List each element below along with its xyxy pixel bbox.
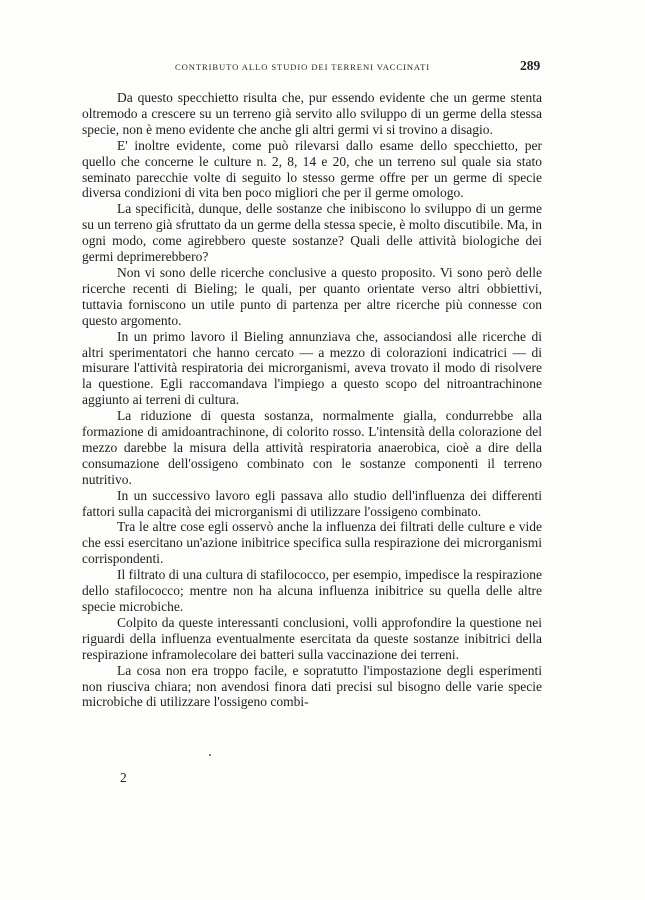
running-head: CONTRIBUTO ALLO STUDIO DEI TERRENI VACCINATI [175, 62, 430, 72]
page-number: 289 [520, 58, 541, 73]
paragraph: Il filtrato di una cultura di stafilococco, per esempio, impedisce la respirazione dello stafilococco; mentre non ha alcuna influenza inibitrice su quella delle altre specie microbiche. [82, 567, 542, 614]
paragraph: E' inoltre evidente, come può rilevarsi dallo esame dello specchietto, per quello che concerne le culture n. 2, 8, 14 e 20, che un terreno sul quale sia stato seminato parecchie volte di seguito lo stesso germe offre per un germe di specie diversa condizioni di vita ben poco migliori che per il germe omologo. [82, 137, 542, 201]
signature-mark: 2 [120, 770, 127, 785]
paragraph: Non vi sono delle ricerche conclusive a questo proposito. Vi sono però delle ricerche recenti di Bieling; le quali, per quanto orientate verso altri obbiettivi, tuttavia forniscono un utile punto di partenza per altre ricerche più connesse con questo argomento. [82, 264, 542, 328]
paragraph: Da questo specchietto risulta che, pur essendo evidente che un germe stenta oltremodo a crescere su un terreno già servito allo sviluppo di un germe della stessa specie, non è meno evidente che anche gli altri germi vi si trovino a disagio. [82, 90, 542, 137]
paragraph: In un successivo lavoro egli passava allo studio dell'influenza dei differenti fattori sulla capacità dei microrganismi di utilizzare l'ossigeno combinato. [82, 487, 542, 519]
paragraph: La riduzione di questa sostanza, normalmente gialla, condurrebbe alla formazione di amidoantrachinone, di colorito rosso. L'intensità della colorazione del mezzo darebbe la misura della attività respiratoria anaerobica, cioè a dire della consumazione dell'ossigeno combinato con le sostanze componenti il terreno nutritivo. [82, 408, 542, 487]
body-text [82, 90, 542, 710]
paragraph: Colpito da queste interessanti conclusioni, volli approfondire la questione nei riguardi della influenza eventualmente esercitata da queste sostanze inibitrici della respirazione inframolecolare dei batteri sulla vaccinazione dei terreni. [82, 614, 542, 662]
paragraph: In un primo lavoro il Bieling annunziava che, associandosi alle ricerche di altri sperimentatori che hanno cercato — a mezzo di colorazioni indicatrici — di misurare l'attività respiratoria dei microrganismi, aveva trovato il modo di risolvere la questione. Egli raccomandava l'impiego a questo scopo del nitroantrachinone aggiunto ai terreni di cultura. [82, 328, 542, 408]
ink-speck [209, 754, 211, 756]
paragraph: La cosa non era troppo facile, e sopratutto l'impostazione degli esperimenti non riusciva chiara; non avendosi finora dati precisi sul bisogno delle varie specie microbiche di utilizzare l'ossigeno combi- [82, 662, 542, 710]
paragraph: Tra le altre cose egli osservò anche la influenza dei filtrati delle culture e vide che essi esercitano un'azione inibitrice specifica sulla respirazione dei microrganismi corrispondenti. [82, 519, 542, 567]
paragraph: La specificità, dunque, delle sostanze che inibiscono lo sviluppo di un germe su un terreno già sfruttato da un germe della stessa specie, è molto discutibile. Ma, in ogni modo, come agirebbero queste sostanze? Quali delle attività biologiche dei germi deprimerebbero? [82, 201, 542, 265]
